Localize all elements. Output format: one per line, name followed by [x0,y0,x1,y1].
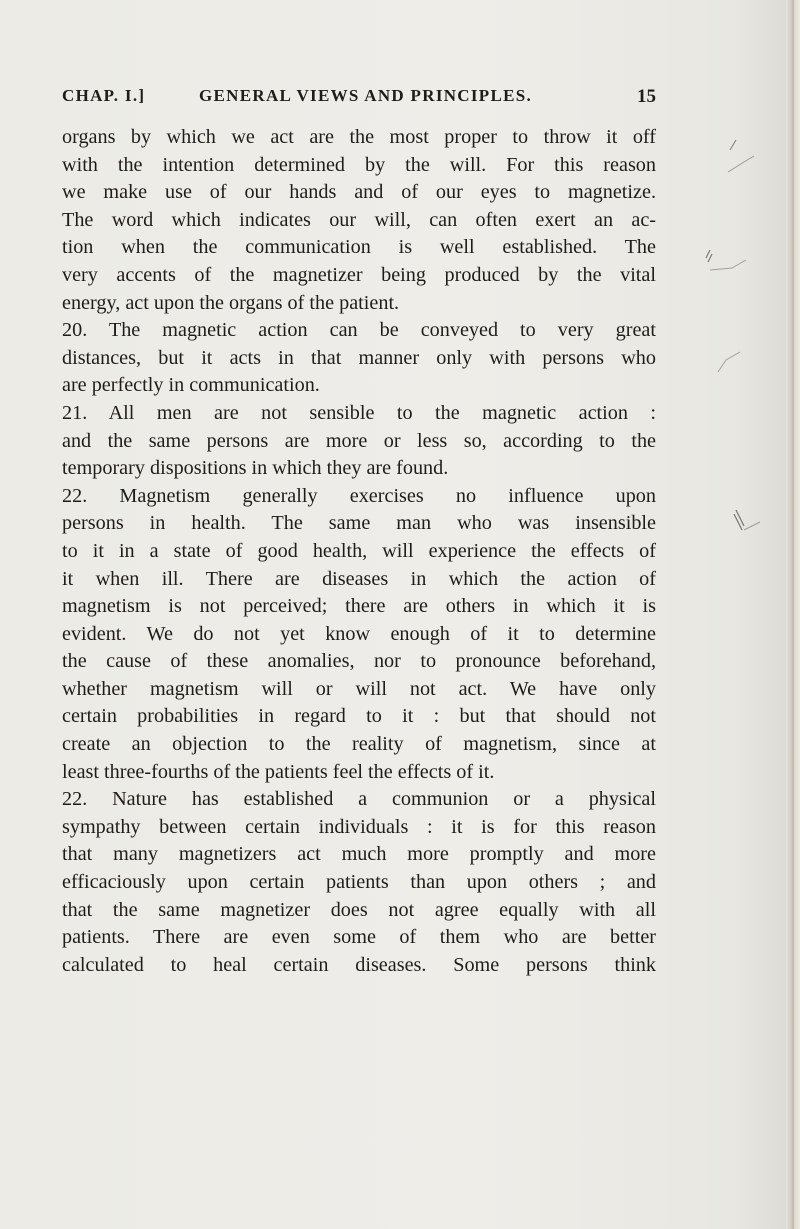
text-line: patients. There are even some of them who are better [62,926,656,949]
text-line: certain probabilities in regard to it : but that should not [62,705,656,728]
text-line: with the intention determined by the will. For this reason [62,153,656,176]
text-line: that the same magnetizer does not agree equally with all [62,898,656,921]
running-header [62,86,656,110]
text-line: it when ill. There are diseases in which the action of [62,567,656,590]
gutter-edge-line [792,0,794,1229]
pencil-mark [710,260,746,270]
pencil-mark [734,510,744,530]
body-text [62,124,656,979]
page-number: 15 [637,86,656,107]
text-line: organs by which we act are the most proper to throw it off [62,126,656,148]
text-line: energy, act upon the organs of the patient. [62,291,400,314]
text-line: and the same persons are more or less so, according to the [62,429,656,452]
text-line: are perfectly in communication. [62,374,320,397]
text-line: tion when the communication is well established. The [62,236,656,259]
pencil-mark [718,352,740,372]
text-line: create an objection to the reality of magnetism, since at [62,733,656,756]
text-line: calculated to heal certain diseases. Some persons think [62,953,656,976]
text-line: 22. Nature has established a communion or a physical [62,788,656,811]
text-line: persons in health. The same man who was insensible [62,512,656,535]
text-line: to it in a state of good health, will experience the effects of [62,539,656,562]
text-line: 21. All men are not sensible to the magnetic action : [62,401,656,424]
margin-pencil-marks [670,110,790,810]
text-line: temporary dispositions in which they are found. [62,457,449,480]
text-line: the cause of these anomalies, nor to pronounce beforehand, [62,650,656,673]
pencil-mark [706,250,712,262]
text-line: distances, but it acts in that manner only with persons who [62,346,656,369]
text-line: whether magnetism will or will not act. We have only [62,677,656,700]
text-line: very accents of the magnetizer being produced by the vital [62,263,656,286]
text-line: 22. Magnetism generally exercises no influence upon [62,484,656,507]
chapter-label: CHAP. I.] [62,86,146,105]
pencil-mark [730,140,736,150]
text-line: we make use of our hands and of our eyes to magnetize. [62,181,656,204]
pencil-mark [744,522,760,530]
text-line: least three-fourths of the patients feel the effects of it. [62,760,495,783]
pencil-mark [728,156,754,172]
text-line: evident. We do not yet know enough of it to determine [62,622,656,645]
running-title: GENERAL VIEWS AND PRINCIPLES. [199,86,533,105]
text-line: The word which indicates our will, can often exert an ac- [62,208,656,231]
text-line: 20. The magnetic action can be conveyed to very great [62,319,656,342]
text-line: magnetism is not perceived; there are others in which it is [62,595,656,618]
text-line: that many magnetizers act much more promptly and more [62,843,656,866]
text-line: efficaciously upon certain patients than upon others ; and [62,871,656,894]
text-line: sympathy between certain individuals : it is for this reason [62,815,656,838]
